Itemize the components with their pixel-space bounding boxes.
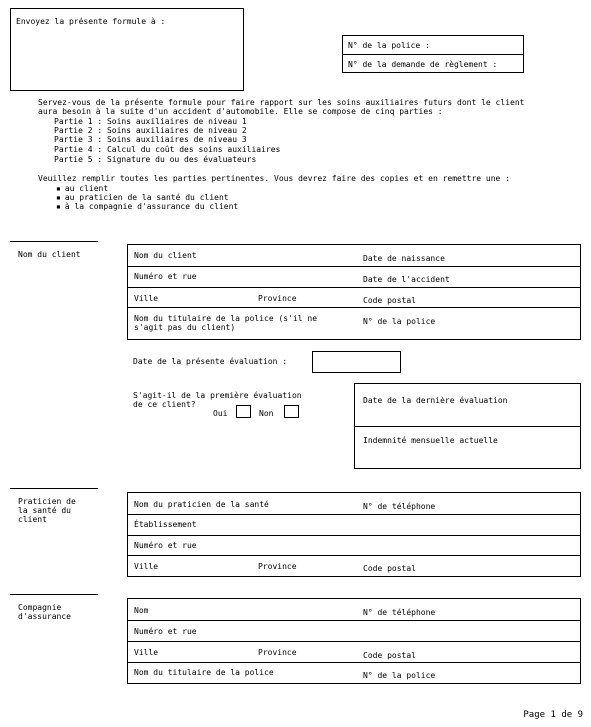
client-postal-field[interactable]: Code postal [363,296,416,305]
first-eval-question-2: de ce client? [133,400,196,409]
reference-box [342,35,524,73]
insurer-policy-field[interactable]: N° de la police [363,671,436,680]
insurer-postal-field[interactable]: Code postal [363,651,416,660]
insurer-province-field[interactable]: Province [258,648,297,657]
insurer-phone-field[interactable]: N° de téléphone [363,608,436,617]
first-eval-question-1: S'agit-il de la première évaluation [133,391,302,400]
client-table [127,244,581,340]
send-to-box[interactable] [10,8,244,91]
client-section-rule [10,241,98,242]
practitioner-facility-field[interactable]: Établissement [134,520,197,529]
practitioner-phone-field[interactable]: N° de téléphone [363,502,436,511]
fill-note: Veuillez remplir toutes les parties pertinentes. Vous devrez faire des copies et en remettre une : [38,174,511,183]
client-section-title: Nom du client [18,250,81,259]
practitioner-street-field[interactable]: Numéro et rue [134,541,197,550]
client-dob-field[interactable]: Date de naissance [363,254,445,263]
insurer-section-title-1: Compagnie [18,603,62,612]
insurer-city-field[interactable]: Ville [134,648,159,657]
part-2: Partie 2 : Soins auxiliaires de niveau 2 [54,126,247,135]
intro-line-1: Servez-vous de la présente formule pour faire rapport sur les soins auxiliaires futurs dont le client [38,98,525,107]
practitioner-name-field[interactable]: Nom du praticien de la santé [134,500,269,509]
insurer-name-field[interactable]: Nom [134,606,149,615]
insurer-street-field[interactable]: Numéro et rue [134,627,197,636]
recipient-practitioner: ▪ au praticien de la santé du client [56,193,229,202]
client-policy-field[interactable]: N° de la police [363,317,436,326]
last-eval-date-field[interactable]: Date de la dernière évaluation [363,396,508,405]
monthly-allowance-field[interactable]: Indemnité mensuelle actuelle [363,436,498,445]
policy-number-field[interactable]: N° de la police : [348,41,430,50]
client-holder-label-1[interactable]: Nom du titulaire de la police (s'il ne [134,314,318,323]
practitioner-city-field[interactable]: Ville [134,562,159,571]
practitioner-section-rule [10,488,98,489]
recipient-client: ▪ au client [56,184,108,193]
part-1: Partie 1 : Soins auxiliaires de niveau 1 [54,117,247,126]
practitioner-section-title-2: la santé du [18,506,71,515]
insurer-section-title-2: d'assurance [18,612,71,621]
practitioner-province-field[interactable]: Province [258,562,297,571]
insurer-table [127,598,581,684]
part-5: Partie 5 : Signature du ou des évaluateurs [54,155,257,164]
intro-line-2: aura besoin à la suite d'un accident d'automobile. Elle se compose de cinq parties : [38,107,443,116]
recipient-insurer: ▪ à la compagnie d'assurance du client [56,202,238,211]
insurer-holder-field[interactable]: Nom du titulaire de la police [134,668,274,677]
part-4: Partie 4 : Calcul du coût des soins auxiliaires [54,145,281,154]
client-city-field[interactable]: Ville [134,294,159,303]
insurer-section-rule [10,594,98,595]
part-3: Partie 3 : Soins auxiliaires de niveau 3 [54,135,247,144]
client-name-field[interactable]: Nom du client [134,251,197,260]
no-checkbox[interactable] [284,405,299,418]
practitioner-postal-field[interactable]: Code postal [363,564,416,573]
practitioner-section-title-3: client [18,515,47,524]
yes-label: Oui [213,409,228,418]
no-label: Non [259,409,274,418]
claim-number-field[interactable]: N° de la demande de règlement : [348,60,498,69]
client-street-field[interactable]: Numéro et rue [134,272,197,281]
eval-date-input[interactable] [312,351,401,373]
client-province-field[interactable]: Province [258,294,297,303]
page-number: Page 1 de 9 [523,710,583,720]
yes-checkbox[interactable] [236,405,251,418]
eval-date-label: Date de la présente évaluation : [133,357,288,366]
client-accident-date-field[interactable]: Date de l'accident [363,275,450,284]
client-holder-label-2: s'agit pas du client) [134,323,236,332]
practitioner-table [127,492,581,577]
last-eval-box [354,383,581,469]
send-to-label: Envoyez la présente formule à : [16,17,166,26]
practitioner-section-title-1: Praticien de [18,497,76,506]
